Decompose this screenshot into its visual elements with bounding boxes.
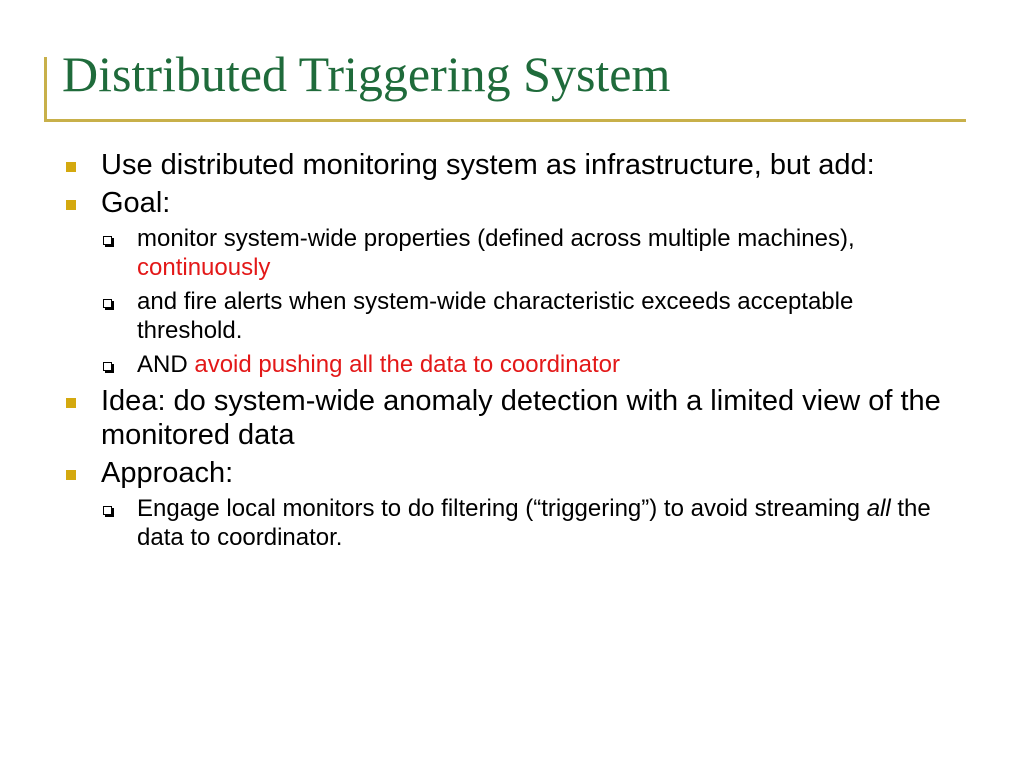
bullet-item: [0, 384, 1024, 452]
bullet-text: Goal:: [101, 187, 171, 219]
emphasis-text: all: [866, 495, 891, 522]
square-bullet-icon: [66, 162, 76, 172]
bullet-item: [0, 148, 1024, 182]
slide-title: Distributed Triggering System: [62, 46, 671, 102]
sub-bullet-text: and fire alerts when system-wide characteristic exceeds acceptable threshold.: [137, 288, 854, 344]
hollow-square-bullet-icon: [103, 506, 112, 515]
bullet-text: Idea: do system-wide anomaly detection with a limited view of the monitored data: [101, 385, 941, 451]
sub-bullet-item: [0, 224, 1024, 282]
sub-bullet-text: monitor system-wide properties (defined across multiple machines),: [137, 225, 855, 252]
sub-bullet-item: [0, 287, 1024, 345]
bullet-text: Approach:: [101, 457, 234, 489]
sub-bullet-item: [0, 350, 1024, 379]
highlight-text: avoid pushing all the data to coordinator: [194, 351, 620, 378]
square-bullet-icon: [66, 200, 76, 210]
square-bullet-icon: [66, 470, 76, 480]
hollow-square-bullet-icon: [103, 299, 112, 308]
hollow-square-bullet-icon: [103, 362, 112, 371]
sub-bullet-item: [0, 494, 1024, 552]
hollow-square-bullet-icon: [103, 236, 112, 245]
highlight-text: continuously: [137, 254, 271, 281]
title-accent-vertical-rule: [44, 57, 47, 122]
sub-bullet-text: AND: [137, 351, 195, 378]
slide-body: [0, 148, 1024, 557]
bullet-item: [0, 456, 1024, 490]
sub-bullet-text: the data to coordinator.: [137, 495, 931, 551]
sub-bullet-text: Engage local monitors to do filtering (“triggering”) to avoid streaming: [137, 495, 867, 522]
bullet-item: [0, 186, 1024, 220]
title-accent-horizontal-rule: [44, 119, 966, 122]
bullet-text: Use distributed monitoring system as infrastructure, but add:: [101, 149, 875, 181]
square-bullet-icon: [66, 398, 76, 408]
